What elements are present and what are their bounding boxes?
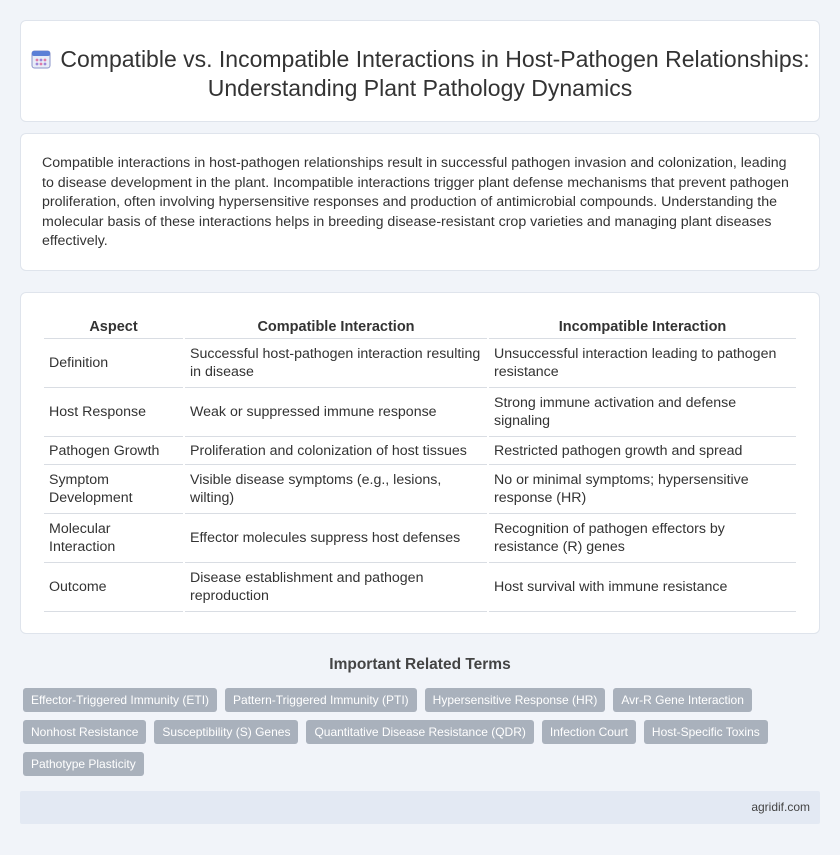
comparison-table [42,315,798,612]
comparison-card [20,292,820,634]
page-title [21,45,819,103]
footer-site-link[interactable]: agridif.com [751,800,810,814]
related-term-tag[interactable]: Susceptibility (S) Genes [154,720,298,744]
related-terms-list [23,688,803,776]
table-header-row [44,315,796,339]
related-term-tag[interactable]: Hypersensitive Response (HR) [425,688,606,712]
title-card [20,20,820,122]
table-cell: Molecular Interaction [44,514,183,563]
table-cell: Weak or suppressed immune response [185,388,487,437]
table-cell: Unsuccessful interaction leading to pathogen resistance [489,339,796,388]
table-row [44,514,796,563]
intro-card [20,133,820,271]
related-term-tag[interactable]: Host-Specific Toxins [644,720,768,744]
table-row [44,437,796,465]
related-term-tag[interactable]: Effector-Triggered Immunity (ETI) [23,688,217,712]
table-cell: Visible disease symptoms (e.g., lesions, wilting) [185,465,487,514]
table-cell: Strong immune activation and defense signaling [489,388,796,437]
related-term-tag[interactable]: Nonhost Resistance [23,720,146,744]
intro-text: Compatible interactions in host-pathogen relationships result in successful pathogen invasion and colonization, leading to disease development in the plant. Incompatible interactions trigger plant defense mechanisms that prevent pathogen proliferation, often involving hypersensitive responses and production of antimicrobial compounds. Understanding the molecular basis of these interactions helps in breeding disease-resistant crop varieties and managing plant diseases effectively. [42,155,789,250]
table-cell: Outcome [44,563,183,612]
page-title-text: Compatible vs. Incompatible Interactions in Host-Pathogen Relationships: Understanding Plant Pathology Dynamics [60,46,810,101]
table-cell: Symptom Development [44,465,183,514]
table-cell: Proliferation and colonization of host tissues [185,437,487,465]
related-term-tag[interactable]: Quantitative Disease Resistance (QDR) [306,720,533,744]
column-header: Incompatible Interaction [489,315,796,339]
related-term-tag[interactable]: Pathotype Plasticity [23,752,144,776]
table-cell: Effector molecules suppress host defenses [185,514,487,563]
table-cell: Disease establishment and pathogen reproduction [185,563,487,612]
column-header: Compatible Interaction [185,315,487,339]
table-row [44,388,796,437]
footer [20,791,820,824]
table-cell: No or minimal symptoms; hypersensitive response (HR) [489,465,796,514]
related-term-tag[interactable]: Avr-R Gene Interaction [613,688,752,712]
table-cell: Host survival with immune resistance [489,563,796,612]
related-term-tag[interactable]: Infection Court [542,720,636,744]
table-row [44,339,796,388]
table-cell: Definition [44,339,183,388]
related-term-tag[interactable]: Pattern-Triggered Immunity (PTI) [225,688,417,712]
table-cell: Host Response [44,388,183,437]
column-header: Aspect [44,315,183,339]
table-cell: Successful host-pathogen interaction resulting in disease [185,339,487,388]
table-row [44,563,796,612]
table-cell: Pathogen Growth [44,437,183,465]
calendar-icon [30,48,52,70]
table-cell: Recognition of pathogen effectors by resistance (R) genes [489,514,796,563]
table-cell: Restricted pathogen growth and spread [489,437,796,465]
table-row [44,465,796,514]
related-terms-heading: Important Related Terms [329,656,511,673]
